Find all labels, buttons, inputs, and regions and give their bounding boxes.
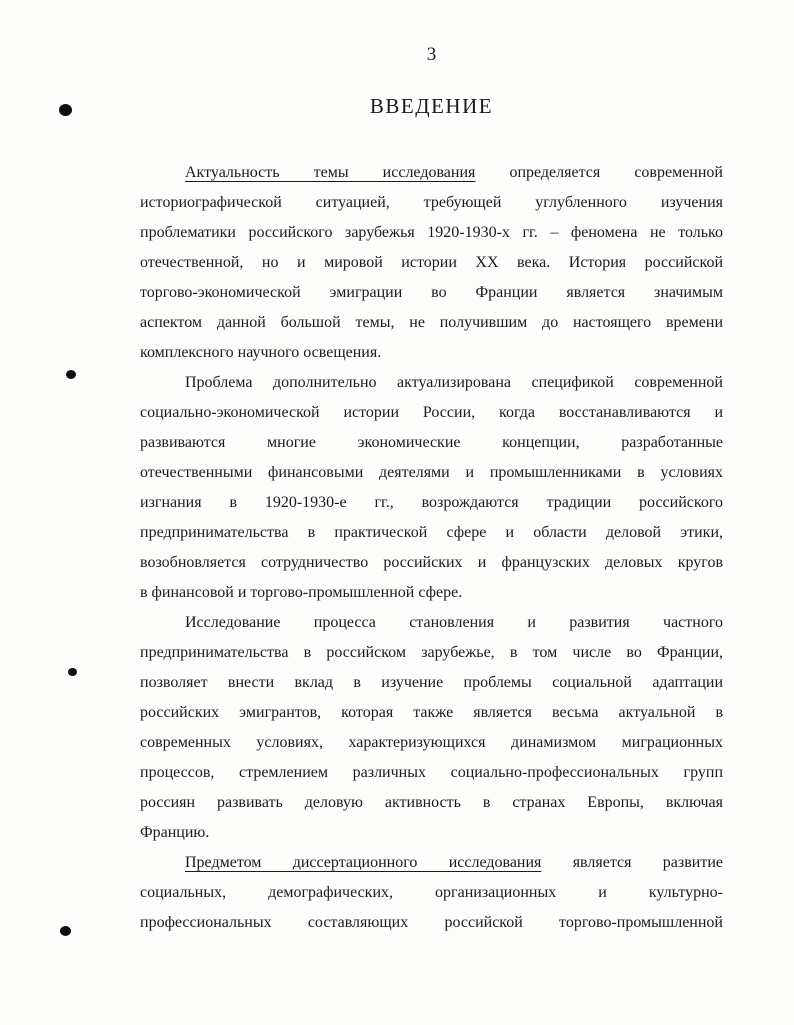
text-line <box>140 668 723 698</box>
section-heading: ВВЕДЕНИЕ <box>369 94 494 118</box>
scan-dot-artifact <box>66 370 76 379</box>
text-segment: изгнания в 1920-1930-е гг., возрождаются традиции российского <box>140 494 723 511</box>
text-line <box>140 368 723 398</box>
text-segment: комплексного научного освещения. <box>140 344 382 361</box>
text-line <box>140 428 723 458</box>
scan-dot-artifact <box>60 926 71 936</box>
text-line <box>140 278 723 308</box>
text-line <box>140 818 723 848</box>
text-segment: позволяет внести вклад в изучение проблемы социальной адаптации <box>140 674 723 691</box>
text-segment: российских эмигрантов, которая также является весьма актуальной в <box>140 704 723 721</box>
text-segment: отечественными финансовыми деятелями и промышленниками в условиях <box>140 464 723 481</box>
page-number: 3 <box>426 44 437 65</box>
text-line <box>140 398 723 428</box>
text-line <box>140 548 723 578</box>
underlined-phrase: Предметом диссертационного исследования <box>185 854 542 871</box>
text-line <box>140 728 723 758</box>
text-line <box>140 518 723 548</box>
text-line <box>140 188 723 218</box>
text-segment: социально-экономической истории России, когда восстанавливаются и <box>140 404 723 421</box>
text-line <box>140 158 723 188</box>
text-segment: Проблема дополнительно актуализирована спецификой современной <box>185 374 723 391</box>
text-line <box>140 638 723 668</box>
text-segment: возобновляется сотрудничество российских и французских деловых кругов <box>140 554 723 571</box>
text-line <box>140 338 723 368</box>
text-line <box>140 848 723 878</box>
text-line <box>140 578 723 608</box>
text-line <box>140 308 723 338</box>
text-segment: современных условиях, характеризующихся динамизмом миграционных <box>140 734 723 751</box>
text-line <box>140 248 723 278</box>
text-segment: Францию. <box>140 824 210 841</box>
text-segment: предпринимательства в российском зарубежье, в том числе во Франции, <box>140 644 723 661</box>
text-segment: определяется современной <box>475 164 723 181</box>
text-segment: историографической ситуацией, требующей углубленного изучения <box>140 194 723 211</box>
scan-dot-artifact <box>59 104 72 116</box>
text-line <box>140 908 723 938</box>
scan-dot-artifact <box>68 668 77 676</box>
text-line <box>140 878 723 908</box>
text-segment: процессов, стремлением различных социально-профессиональных групп <box>140 764 723 781</box>
text-segment: отечественной, но и мировой истории XX века. История российской <box>140 254 723 271</box>
text-line <box>140 488 723 518</box>
text-segment: торгово-экономической эмиграции во Франции является значимым <box>140 284 723 301</box>
text-segment: предпринимательства в практической сфере и области деловой этики, <box>140 524 723 541</box>
text-segment: в финансовой и торгово-промышленной сфере. <box>140 584 463 601</box>
text-segment: Исследование процесса становления и развития частного <box>185 614 723 631</box>
text-segment: социальных, демографических, организационных и культурно- <box>140 884 723 901</box>
text-line <box>140 788 723 818</box>
text-segment: аспектом данной большой темы, не получившим до настоящего времени <box>140 314 723 331</box>
text-line <box>140 458 723 488</box>
underlined-phrase: Актуальность темы исследования <box>185 164 476 181</box>
text-segment: развиваются многие экономические концепции, разработанные <box>140 434 723 451</box>
text-segment: является развитие <box>541 854 723 871</box>
text-segment: профессиональных составляющих российской торгово-промышленной <box>140 914 723 931</box>
text-body <box>140 158 723 938</box>
text-segment: проблематики российского зарубежья 1920-1930-х гг. – феномена не только <box>140 224 723 241</box>
text-line <box>140 698 723 728</box>
text-line <box>140 758 723 788</box>
text-line <box>140 608 723 638</box>
text-line <box>140 218 723 248</box>
text-segment: россиян развивать деловую активность в странах Европы, включая <box>140 794 723 811</box>
